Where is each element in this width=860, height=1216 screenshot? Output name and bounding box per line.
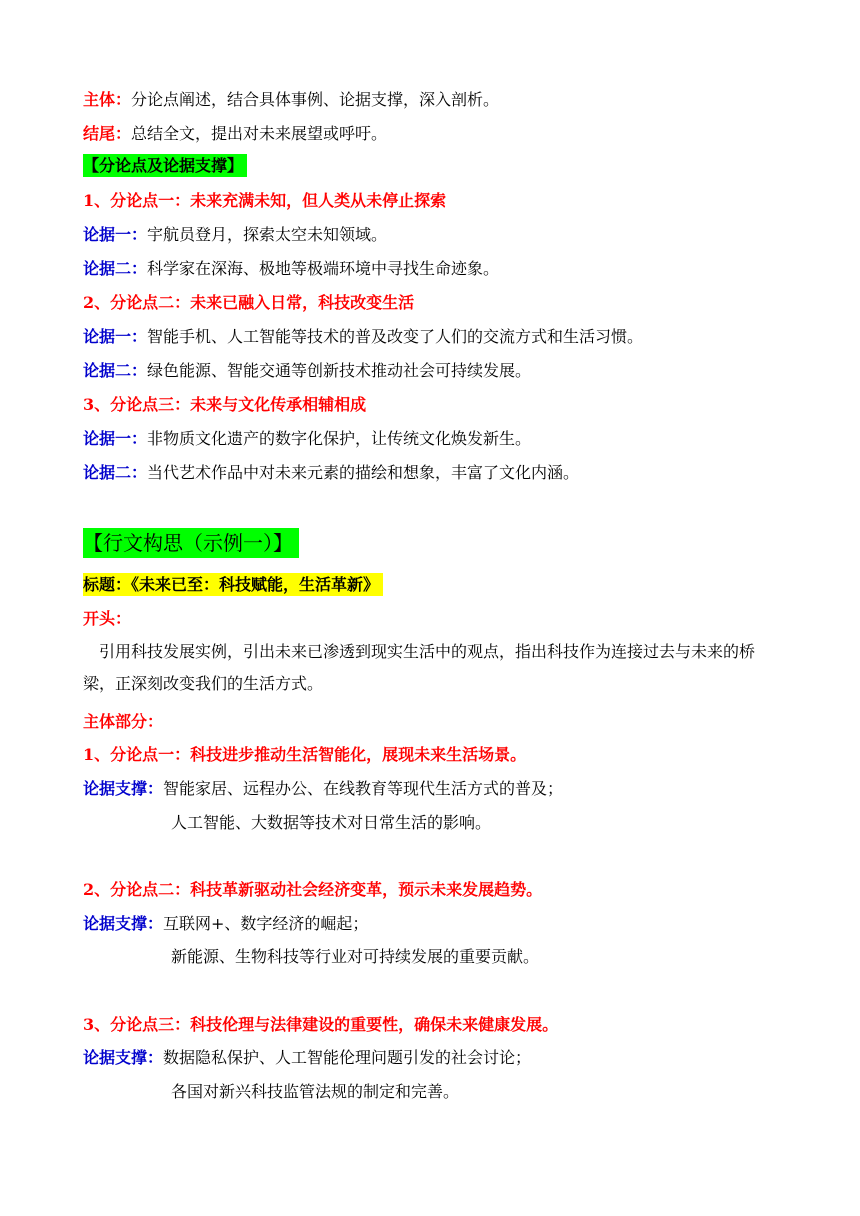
- section2-point-2-support-1: 论据支撑：互联网+、数字经济的崛起；: [83, 914, 369, 933]
- section1-point-3-arg-2: 论据二：当代艺术作品中对未来元素的描绘和想象，丰富了文化内涵。: [83, 463, 580, 482]
- ending-structure-line: [83, 124, 387, 144]
- section2-point-1-title: 1、分论点一：科技进步推动生活智能化，展现未来生活场景。: [83, 745, 527, 764]
- body-label: 主体：: [83, 90, 132, 109]
- section1-point-3-title: 3、分论点三：未来与文化传承相辅相成: [83, 395, 367, 414]
- essay-title: 标题：《未来已至：科技赋能，生活革新》: [83, 575, 383, 595]
- section1-point-2-arg-2: 论据二：绿色能源、智能交通等创新技术推动社会可持续发展。: [83, 361, 532, 380]
- section1-point-2-arg-1: 论据一：智能手机、人工智能等技术的普及改变了人们的交流方式和生活习惯。: [83, 327, 644, 346]
- section2-point-1-support-1: 论据支撑：智能家居、远程办公、在线教育等现代生活方式的普及；: [83, 779, 564, 798]
- ending-label: 结尾：: [83, 124, 132, 143]
- section2-point-3-support-1: 论据支撑：数据隐私保护、人工智能伦理问题引发的社会讨论；: [83, 1048, 532, 1067]
- section2-point-3-title: 3、分论点三：科技伦理与法律建设的重要性，确保未来健康发展。: [83, 1015, 559, 1034]
- section2-point-1-support-2: 人工智能、大数据等技术对日常生活的影响。: [171, 813, 492, 832]
- section1-point-1-arg-2: 论据二：科学家在深海、极地等极端环境中寻找生命迹象。: [83, 259, 500, 278]
- body-text: 分论点阐述，结合具体事例、论据支撑，深入剖析。: [131, 90, 500, 109]
- section1-point-1-title: 1、分论点一：未来充满未知，但人类从未停止探索: [83, 191, 447, 210]
- opening-label: 开头：: [83, 609, 132, 628]
- section1-point-1-arg-1: 论据一：宇航员登月，探索太空未知领域。: [83, 225, 388, 244]
- opening-paragraph: 引用科技发展实例，引出未来已渗透到现实生活中的观点，指出科技作为连接过去与未来的桥梁，正深刻改变我们的生活方式。: [83, 642, 756, 693]
- section1-point-3-arg-1: 论据一：非物质文化遗产的数字化保护，让传统文化焕发新生。: [83, 429, 532, 448]
- section2-point-2-title: 2、分论点二：科技革新驱动社会经济变革，预示未来发展趋势。: [83, 880, 543, 899]
- body-structure-line: [83, 90, 499, 110]
- main-label: 主体部分：: [83, 712, 164, 731]
- section1-point-2-title: 2、分论点二：未来已融入日常，科技改变生活: [83, 293, 415, 312]
- section2-heading: 【行文构思（示例一）】: [83, 528, 299, 558]
- section2-point-2-support-2: 新能源、生物科技等行业对可持续发展的重要贡献。: [171, 947, 540, 966]
- ending-text: 总结全文，提出对未来展望或呼吁。: [131, 124, 388, 143]
- section1-heading: 【分论点及论据支撑】: [83, 156, 247, 176]
- section2-point-3-support-2: 各国对新兴科技监管法规的制定和完善。: [171, 1082, 460, 1101]
